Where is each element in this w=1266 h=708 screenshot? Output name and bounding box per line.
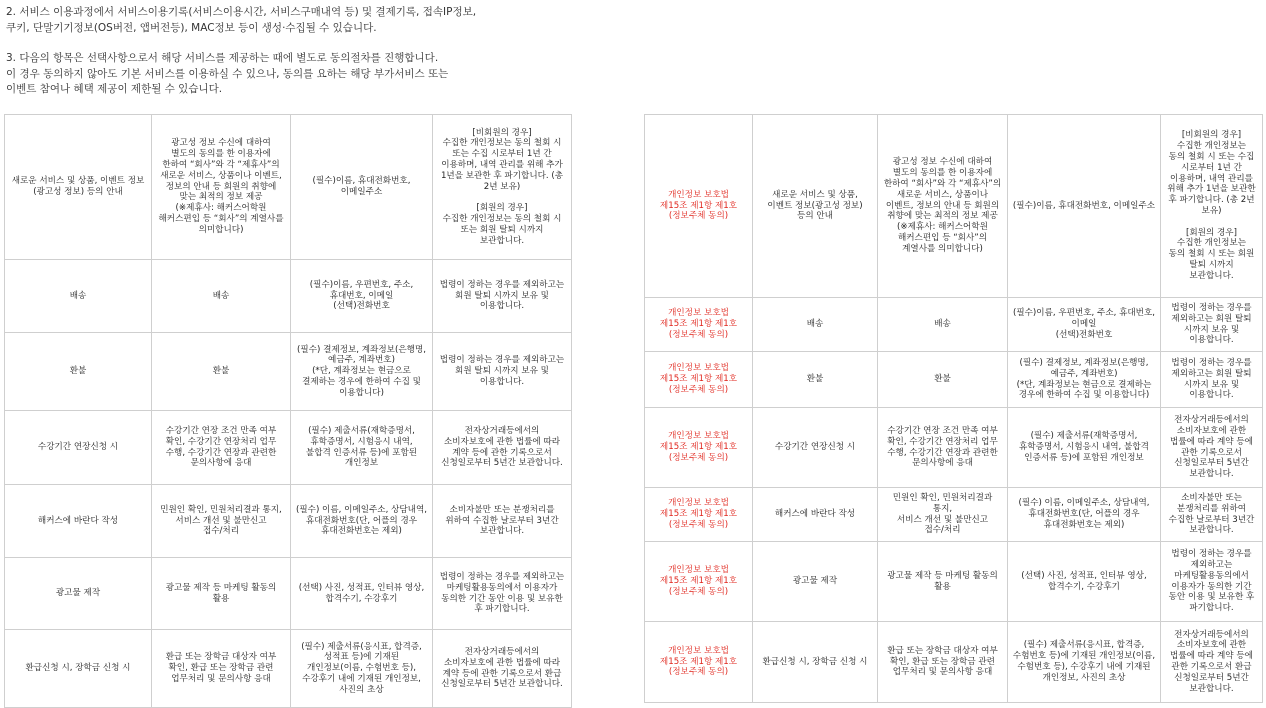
table-row (645, 115, 1263, 298)
detail-cell: 환불 (878, 352, 1008, 408)
table-row (645, 298, 1263, 352)
items-cell: (필수)이름, 우편번호, 주소, 휴대번호, 이메일 (선택)전화번호 (291, 260, 433, 333)
detail-cell: 환급 또는 장학금 대상자 여부 확인, 환급 또는 장학금 관련 업무처리 및 문의사항 응대 (878, 622, 1008, 703)
retention-cell: 소비자불만 또는 분쟁처리를 위하여 수집한 날로부터 3년간 보관합니다. (433, 485, 572, 558)
items-cell: (필수)이름, 우편번호, 주소, 휴대번호, 이메일 (선택)전화번호 (1008, 298, 1161, 352)
retention-cell: [비회원의 경우] 수집한 개인정보는 동의 철회 시 또는 수집 시로부터 1년 간 이용하며, 내역 관리를 위해 추가 1년을 보관한 후 파기합니다. (총 2년 보유) [회원의 경우] 수집한 개인정보는 동의 철회 시 또는 회원 탈퇴 시까지 보관합니다. (433, 115, 572, 260)
items-cell: (필수) 제출서류(재학증명서, 휴학증명서, 시험응시 내역, 불합격 인증서류 등)에 포함된 개인정보 (291, 411, 433, 485)
items-cell: (필수)이름, 휴대전화번호, 이메일주소 (1008, 115, 1161, 298)
table-row (5, 333, 572, 411)
table-row (645, 408, 1263, 488)
detail-cell: 광고성 정보 수신에 대하여 별도의 동의를 한 이용자에 한하여 “회사”와 각 “제휴사”의 새로운 서비스, 상품이나 이벤트, 정보의 안내 등 회원의 취향에 맞는 최적의 정보 제공 (※제휴사: 해커스어학원 해커스편입 등 “회사”의 계열사를 의미합니다) (878, 115, 1008, 298)
legal-basis-cell: 개인정보 보호법 제15조 제1항 제1호 (정보주체 동의) (645, 298, 753, 352)
purpose-cell: 환급신청 시, 장학금 신청 시 (753, 622, 878, 703)
retention-cell: 법령이 정하는 경우를 제외하고는 마케팅활용동의에서 이용자가 동의한 기간 동안 이용 및 보유한 후 파기합니다. (433, 558, 572, 630)
purpose-cell: 환불 (5, 333, 152, 411)
table-row (5, 115, 572, 260)
purpose-cell: 새로운 서비스 및 상품, 이벤트 정보(광고성 정보) 등의 안내 (753, 115, 878, 298)
detail-cell: 수강기간 연장 조건 만족 여부 확인, 수강기간 연장처리 업무 수행, 수강기간 연장과 관련한 문의사항에 응대 (152, 411, 291, 485)
retention-cell: [비회원의 경우] 수집한 개인정보는 동의 철회 시 또는 수집 시로부터 1년 간 이용하며, 내역 관리를 위해 추가 1년을 보관한 후 파기합니다. (총 2년 보유) [회원의 경우] 수집한 개인정보는 동의 철회 시 또는 회원 탈퇴 시까지 보관합니다. (1161, 115, 1263, 298)
items-cell: (선택) 사진, 성적표, 인터뷰 영상, 합격수기, 수강후기 (1008, 542, 1161, 622)
items-cell: (필수) 결제정보, 계좌정보(은행명, 예금주, 계좌번호) (*단, 계좌정보는 현금으로 결제하는 경우에 한하여 수집 및 이용합니다) (1008, 352, 1161, 408)
items-cell: (필수) 결제정보, 계좌정보(은행명, 예금주, 계좌번호) (*단, 계좌정보는 현금으로 결제하는 경우에 한하여 수집 및 이용합니다) (291, 333, 433, 411)
purpose-cell: 배송 (5, 260, 152, 333)
right-privacy-table (644, 114, 1263, 703)
retention-cell: 전자상거래등에서의 소비자보호에 관한 법률에 따라 계약 등에 관한 기록으로서 환급 신청일로부터 5년간 보관합니다. (433, 630, 572, 708)
intro-paragraph-3: 3. 다음의 항목은 선택사항으로서 해당 서비스를 제공하는 때에 별도로 동의절차를 진행합니다. 이 경우 동의하지 않아도 기본 서비스를 이용하실 수 있으나, 동의를 요하는 해당 부가서비스 또는 이벤트 참여나 혜택 제공이 제한될 수 있습니다. (6, 52, 449, 95)
table-row (5, 411, 572, 485)
table-row (645, 352, 1263, 408)
legal-basis-cell: 개인정보 보호법 제15조 제1항 제1호 (정보주체 동의) (645, 408, 753, 488)
items-cell: (필수) 이름, 이메일주소, 상담내역, 휴대전화번호(단, 어플의 경우 휴대전화번호는 제외) (291, 485, 433, 558)
detail-cell: 배송 (878, 298, 1008, 352)
legal-basis-cell: 개인정보 보호법 제15조 제1항 제1호 (정보주체 동의) (645, 542, 753, 622)
intro-paragraph-2: 2. 서비스 이용과정에서 서비스이용기록(서비스이용시간, 서비스구매내역 등) 및 결제기록, 접속IP정보, 쿠키, 단말기기정보(OS버전, 앱버전등), MAC정보 등이 생성·수집될 수 있습니다. (6, 6, 477, 34)
items-cell: (필수) 제출서류(응시표, 합격증, 수험번호 등)에 기재된 개인정보(이름, 수험번호 등), 수강후기 내에 기재된 개인정보, 사진의 초상 (1008, 622, 1161, 703)
table-row (645, 488, 1263, 542)
legal-basis-cell: 개인정보 보호법 제15조 제1항 제1호 (정보주체 동의) (645, 488, 753, 542)
retention-cell: 소비자불만 또는 분쟁처리를 위하여 수집한 날로부터 3년간 보관합니다. (1161, 488, 1263, 542)
table-row (5, 260, 572, 333)
detail-cell: 배송 (152, 260, 291, 333)
retention-cell: 법령이 정하는 경우를 제외하고는 회원 탈퇴 시까지 보유 및 이용합니다. (1161, 298, 1263, 352)
purpose-cell: 해커스에 바란다 작성 (753, 488, 878, 542)
items-cell: (필수)이름, 휴대전화번호, 이메일주소 (291, 115, 433, 260)
table-row (645, 542, 1263, 622)
intro-text (6, 5, 626, 98)
purpose-cell: 수강기간 연장신청 시 (5, 411, 152, 485)
detail-cell: 수강기간 연장 조건 만족 여부 확인, 수강기간 연장처리 업무 수행, 수강기간 연장과 관련한 문의사항에 응대 (878, 408, 1008, 488)
retention-cell: 법령이 정하는 경우를 제외하고는 마케팅활용동의에서 이용자가 동의한 기간 동안 이용 및 보유한 후 파기합니다. (1161, 542, 1263, 622)
legal-basis-cell: 개인정보 보호법 제15조 제1항 제1호 (정보주체 동의) (645, 622, 753, 703)
detail-cell: 광고성 정보 수신에 대하여 별도의 동의를 한 이용자에 한하여 “회사”와 각 “제휴사”의 새로운 서비스, 상품이나 이벤트, 정보의 안내 등 회원의 취향에 맞는 최적의 정보 제공 (※제휴사: 해커스어학원 해커스편입 등 “회사”의 계열사를 의미합니다) (152, 115, 291, 260)
items-cell: (필수) 제출서류(응시표, 합격증, 성적표 등)에 기재된 개인정보(이름, 수험번호 등), 수강후기 내에 기재된 개인정보, 사진의 초상 (291, 630, 433, 708)
items-cell: (필수) 제출서류(재학증명서, 휴학증명서, 시험응시 내역, 불합격 인증서류 등)에 포함된 개인정보 (1008, 408, 1161, 488)
retention-cell: 법령이 정하는 경우를 제외하고는 회원 탈퇴 시까지 보유 및 이용합니다. (433, 333, 572, 411)
detail-cell: 환불 (152, 333, 291, 411)
purpose-cell: 광고물 제작 (5, 558, 152, 630)
items-cell: (필수) 이름, 이메일주소, 상담내역, 휴대전화번호(단, 어플의 경우 휴대전화번호는 제외) (1008, 488, 1161, 542)
retention-cell: 법령이 정하는 경우를 제외하고는 회원 탈퇴 시까지 보유 및 이용합니다. (1161, 352, 1263, 408)
table-row (645, 622, 1263, 703)
retention-cell: 전자상거래등에서의 소비자보호에 관한 법률에 따라 계약 등에 관한 기록으로서 환급 신청일로부터 5년간 보관합니다. (1161, 622, 1263, 703)
legal-basis-cell: 개인정보 보호법 제15조 제1항 제1호 (정보주체 동의) (645, 115, 753, 298)
items-cell: (선택) 사진, 성적표, 인터뷰 영상, 합격수기, 수강후기 (291, 558, 433, 630)
detail-cell: 광고물 제작 등 마케팅 활동의 활용 (878, 542, 1008, 622)
legal-basis-cell: 개인정보 보호법 제15조 제1항 제1호 (정보주체 동의) (645, 352, 753, 408)
table-row (5, 630, 572, 708)
detail-cell: 민원인 확인, 민원처리결과 통지, 서비스 개선 및 불만신고 접수/처리 (878, 488, 1008, 542)
purpose-cell: 해커스에 바란다 작성 (5, 485, 152, 558)
retention-cell: 법령이 정하는 경우를 제외하고는 회원 탈퇴 시까지 보유 및 이용합니다. (433, 260, 572, 333)
table-row (5, 558, 572, 630)
purpose-cell: 환급신청 시, 장학금 신청 시 (5, 630, 152, 708)
purpose-cell: 환불 (753, 352, 878, 408)
detail-cell: 환급 또는 장학금 대상자 여부 확인, 환급 또는 장학금 관련 업무처리 및 문의사항 응대 (152, 630, 291, 708)
purpose-cell: 수강기간 연장신청 시 (753, 408, 878, 488)
retention-cell: 전자상거래등에서의 소비자보호에 관한 법률에 따라 계약 등에 관한 기록으로서 신청일로부터 5년간 보관합니다. (1161, 408, 1263, 488)
purpose-cell: 광고물 제작 (753, 542, 878, 622)
purpose-cell: 새로운 서비스 및 상품, 이벤트 정보(광고성 정보) 등의 안내 (5, 115, 152, 260)
retention-cell: 전자상거래등에서의 소비자보호에 관한 법률에 따라 계약 등에 관한 기록으로서 신청일로부터 5년간 보관합니다. (433, 411, 572, 485)
table-row (5, 485, 572, 558)
purpose-cell: 배송 (753, 298, 878, 352)
detail-cell: 광고물 제작 등 마케팅 활동의 활용 (152, 558, 291, 630)
left-privacy-table (4, 114, 572, 708)
detail-cell: 민원인 확인, 민원처리결과 통지, 서비스 개선 및 불만신고 접수/처리 (152, 485, 291, 558)
